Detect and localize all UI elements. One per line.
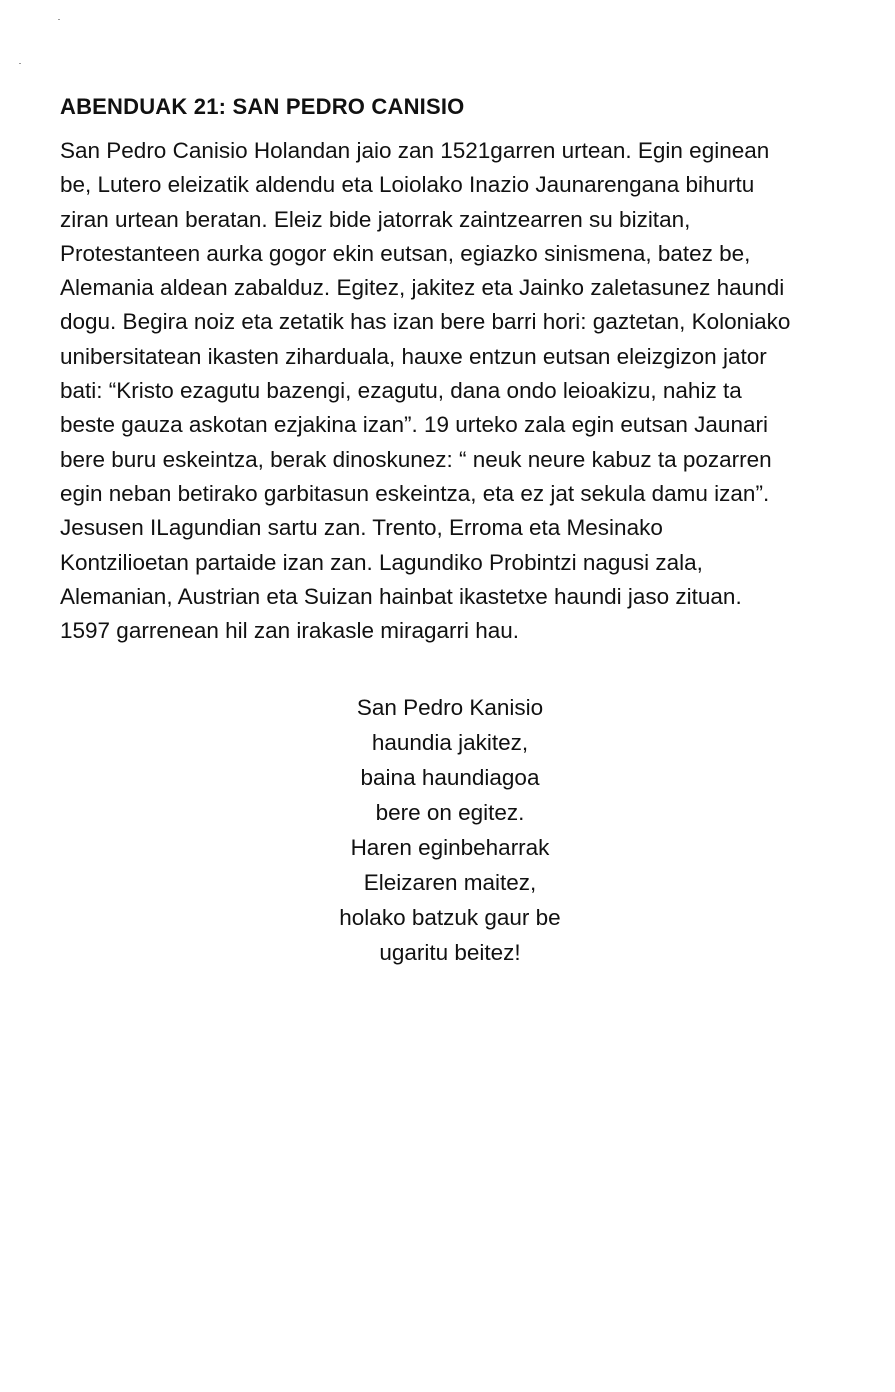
body-paragraph <box>60 134 860 648</box>
document-title: ABENDUAK 21: SAN PEDRO CANISIO <box>60 94 465 119</box>
poem-line: bere on egitez. <box>375 800 525 825</box>
scan-speck <box>58 19 60 20</box>
scan-speck <box>19 63 21 64</box>
paragraph-line: Alemania aldean zabalduz. Egitez, jakitez eta Jainko zaletasunez haundi <box>60 275 785 301</box>
paragraph-line: egin neban betirako garbitasun eskeintza, eta ez jat sekula damu izan”. <box>60 480 770 506</box>
paragraph-line: Jesusen ILagundian sartu zan. Trento, Erroma eta Mesinako <box>60 515 663 541</box>
paragraph-line: unibersitatean ikasten ziharduala, hauxe entzun eutsan eleizgizon jator <box>60 343 767 369</box>
paragraph-line: beste gauza askotan ezjakina izan”. 19 urteko zala egin eutsan Jaunari <box>60 412 768 438</box>
poem-line: baina haundiagoa <box>360 765 540 790</box>
poem-line: holako batzuk gaur be <box>339 905 561 930</box>
paragraph-line: ziran urtean beratan. Eleiz bide jatorrak zaintzearren su bizitan, <box>60 206 691 232</box>
paragraph-line: San Pedro Canisio Holandan jaio zan 1521garren urtean. Egin eginean <box>60 138 770 163</box>
poem-line: haundia jakitez, <box>371 730 529 755</box>
paragraph-line: be, Lutero eleizatik aldendu eta Loiolako Inazio Jaunarengana bihurtu <box>60 172 755 198</box>
poem-line: San Pedro Kanisio <box>356 695 544 720</box>
poem-line: Eleizaren maitez, <box>363 870 537 895</box>
paragraph-line: bati: “Kristo ezagutu bazengi, ezagutu, dana ondo leioakizu, nahiz ta <box>60 378 742 404</box>
poem-line: ugaritu beitez! <box>379 940 521 965</box>
poem-stanza <box>300 690 600 970</box>
poem-line: Haren eginbeharrak <box>350 835 550 860</box>
paragraph-line: 1597 garrenean hil zan irakasle miragarri hau. <box>60 618 520 644</box>
paragraph-line: bere buru eskeintza, berak dinoskunez: “ neuk neure kabuz ta pozarren <box>60 446 772 472</box>
paragraph-line: Alemanian, Austrian eta Suizan hainbat ikastetxe haundi jaso zituan. <box>60 583 742 609</box>
paragraph-line: Protestanteen aurka gogor ekin eutsan, egiazko sinismena, batez be, <box>60 240 751 266</box>
paragraph-line: dogu. Begira noiz eta zetatik has izan bere barri hori: gaztetan, Koloniako <box>60 309 791 335</box>
paragraph-line: Kontzilioetan partaide izan zan. Lagundiko Probintzi nagusi zala, <box>60 549 703 575</box>
